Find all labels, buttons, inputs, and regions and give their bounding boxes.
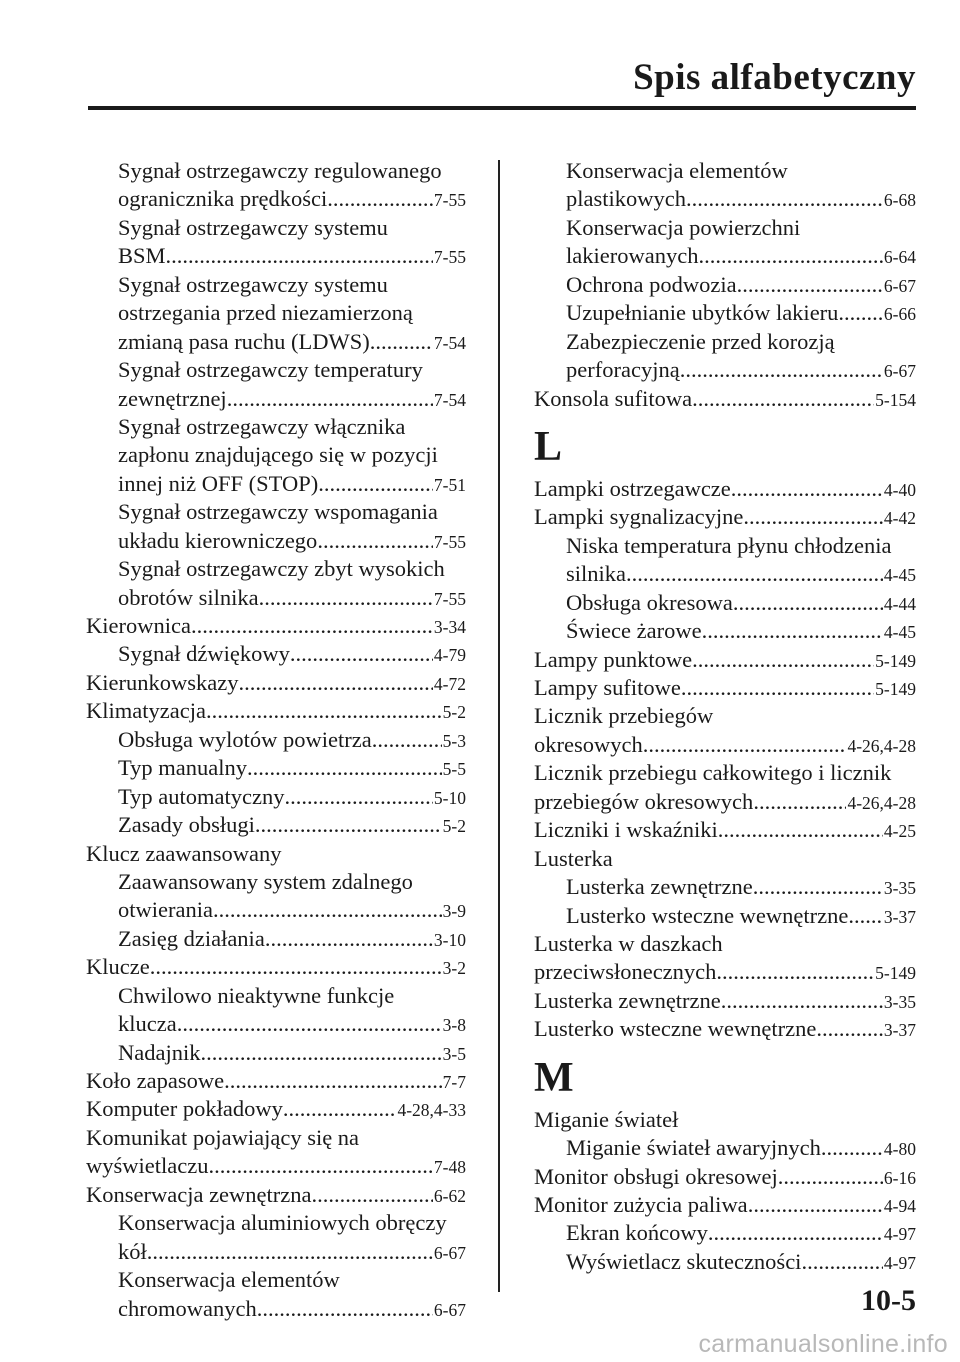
entry-text: otwierania [118, 897, 213, 923]
dot-leader [150, 953, 442, 981]
index-entry-text: Lusterka w daszkach [534, 930, 723, 956]
dot-leader [191, 612, 433, 640]
dot-leader [778, 1163, 883, 1191]
section-letter: L [534, 423, 563, 470]
index-entry [534, 646, 916, 674]
index-subentry [86, 811, 466, 839]
index-subentry-text: Sygnał ostrzegawczy wspomagania [118, 499, 438, 525]
index-entry [534, 731, 916, 759]
index-subentry-text: Zabezpieczenie przed korozją [566, 328, 835, 354]
page-reference: 3-35 [883, 991, 916, 1012]
entry-text: Kierunkowskazy [86, 669, 239, 695]
index-entry [534, 503, 916, 531]
dot-leader [247, 754, 442, 782]
index-subentry-text: Sygnał ostrzegawczy systemu [118, 214, 388, 240]
page-number: 10-5 [861, 1284, 916, 1317]
index-subentry-text: Konserwacja elementów [566, 158, 788, 183]
dot-leader [255, 811, 442, 839]
page-reference: 5-149 [875, 679, 916, 699]
page-reference: 3-35 [883, 878, 916, 899]
entry-text: kół [118, 1238, 147, 1264]
page-reference: 5-149 [875, 963, 916, 984]
page-reference: 6-67 [883, 361, 916, 382]
index-entry-text: Klucz zaawansowany [86, 840, 282, 866]
entry-text: Monitor obsługi okresowej [534, 1163, 778, 1189]
entry-text: Ochrona podwozia [566, 271, 737, 297]
dot-leader [200, 1039, 441, 1067]
entry-text: Typ manualny [118, 755, 248, 781]
entry-text: Świece żarowe [566, 618, 702, 644]
index-entry [534, 475, 916, 503]
dot-leader [731, 475, 883, 503]
index-subentry [534, 242, 916, 270]
index-entry-text: Komunikat pojawiający się na [86, 1124, 360, 1150]
entry-text: obrotów silnika [118, 584, 259, 610]
page-reference: 3-34 [433, 617, 466, 637]
entry-text: Lampy sufitowe [534, 675, 681, 700]
index-column-left [86, 157, 466, 1323]
entry-text: Koło zapasowe [86, 1068, 225, 1093]
dot-leader [698, 242, 882, 270]
page-reference: 3-10 [433, 929, 466, 950]
dot-leader [681, 674, 874, 702]
index-subentry-text: Sygnał ostrzegawczy temperatury [118, 357, 423, 383]
page-reference: 6-67 [883, 275, 916, 296]
dot-leader [716, 958, 874, 986]
page-reference: 4-80 [883, 1139, 916, 1160]
index-entry [86, 1095, 466, 1123]
index-entry-text: Licznik przebiegów [534, 703, 714, 729]
index-subentry-text: Sygnał ostrzegawczy systemu [118, 271, 388, 297]
entry-text: ogranicznika prędkości [118, 186, 328, 212]
entry-text: Lusterka zewnętrzne [566, 874, 753, 900]
index-subentry [86, 185, 466, 213]
entry-text: Uzupełnianie ubytków lakieru [566, 300, 839, 326]
page-reference: 4-97 [883, 1224, 916, 1245]
section-letter: M [534, 1054, 574, 1101]
index-entry [534, 1015, 916, 1043]
page-reference: 4-97 [883, 1252, 916, 1273]
index-entry [534, 1163, 916, 1191]
index-subentry-text: ostrzegania przed niezamierzoną [118, 300, 413, 326]
index-subentry [86, 1039, 466, 1067]
page-reference: 7-51 [433, 474, 466, 495]
page-reference: 3-8 [442, 1015, 466, 1036]
index-subentry [86, 726, 466, 754]
index-entry [534, 385, 916, 413]
header-rule [88, 106, 916, 110]
index-entry [86, 669, 466, 697]
page-reference: 4-45 [883, 622, 916, 643]
entry-text: wyświetlaczu [86, 1153, 209, 1179]
index-subentry [86, 470, 466, 498]
dot-leader [721, 987, 883, 1015]
index-entry [534, 958, 916, 986]
dot-leader [692, 385, 874, 413]
index-subentry [534, 902, 916, 930]
page-reference: 5-5 [442, 759, 466, 780]
index-entry-text: Miganie świateł [534, 1106, 679, 1132]
index-column-right [534, 157, 916, 1276]
page-reference: 4-44 [883, 593, 916, 614]
index-subentry [86, 896, 466, 924]
index-subentry [534, 271, 916, 299]
entry-text: Klucze [86, 954, 150, 980]
dot-leader [206, 697, 442, 725]
index-subentry-text: Zaawansowany system zdalnego [118, 868, 413, 894]
page-reference: 6-67 [433, 1299, 466, 1320]
page-reference: 4-26,4-28 [847, 792, 916, 813]
index-subentry-text: Niska temperatura płynu chłodzenia [566, 532, 892, 558]
index-entry [86, 953, 466, 981]
page-title: Spis alfabetyczny [633, 57, 916, 98]
dot-leader [686, 185, 883, 213]
entry-text: Lampy punktowe [534, 646, 693, 672]
column-divider [498, 160, 500, 1292]
dot-leader [838, 299, 883, 327]
index-subentry-text: zapłonu znajdującego się w pozycji [118, 442, 438, 468]
page-reference: 6-68 [883, 190, 916, 211]
entry-text: Obsługa okresowa [566, 589, 733, 615]
page-reference: 4-25 [883, 821, 916, 842]
dot-leader [733, 589, 883, 617]
index-subentry [534, 589, 916, 617]
dot-leader [821, 1134, 883, 1162]
index-entry [86, 697, 466, 725]
index-subentry [534, 299, 916, 327]
index-subentry-text: Konserwacja elementów [118, 1267, 340, 1293]
entry-text: Konsola sufitowa [534, 385, 693, 411]
entry-text: Komputer pokładowy [86, 1096, 283, 1122]
dot-leader [147, 1238, 433, 1266]
index-subentry [86, 754, 466, 782]
page-reference: 3-37 [883, 1020, 916, 1041]
page-reference: 4-79 [433, 645, 466, 666]
index-entry [86, 1152, 466, 1180]
index-entry-text: Licznik przebiegu całkowitego i licznik [534, 760, 892, 786]
page-reference: 4-45 [883, 565, 916, 586]
index-entry [534, 987, 916, 1015]
index-entry [534, 816, 916, 844]
index-subentry [86, 385, 466, 413]
index-subentry [534, 617, 916, 645]
dot-leader [718, 816, 883, 844]
index-subentry [534, 356, 916, 384]
dot-leader [372, 726, 442, 754]
page-reference: 7-54 [433, 389, 466, 410]
index-subentry [86, 925, 466, 953]
index-subentry [534, 1134, 916, 1162]
dot-leader [327, 185, 433, 213]
dot-leader [257, 1295, 433, 1323]
index-entry-text: Lusterka [534, 845, 613, 871]
dot-leader [283, 1095, 397, 1123]
page-reference: 5-10 [433, 787, 466, 808]
dot-leader [259, 584, 433, 612]
index-subentry [86, 1010, 466, 1038]
entry-text: silnika [566, 561, 626, 587]
dot-leader [680, 356, 883, 384]
index-subentry-text: Konserwacja aluminiowych obręczy [118, 1210, 447, 1236]
page-reference: 6-67 [433, 1242, 466, 1263]
page-reference: 7-54 [433, 332, 466, 353]
dot-leader [753, 873, 883, 901]
entry-text: Miganie świateł awaryjnych [566, 1135, 821, 1161]
entry-text: zmianą pasa ruchu (LDWS) [118, 328, 370, 354]
page-reference: 7-48 [433, 1157, 466, 1178]
dot-leader [743, 503, 883, 531]
index-entry [534, 1191, 916, 1219]
dot-leader [816, 1015, 883, 1043]
entry-text: BSM [118, 243, 166, 269]
page-reference: 4-28,4-33 [397, 1100, 466, 1121]
index-subentry [86, 1238, 466, 1266]
page-reference: 5-2 [442, 702, 466, 723]
page-reference: 6-66 [883, 304, 916, 325]
entry-text: innej niż OFF (STOP) [118, 470, 319, 496]
page-reference: 7-55 [433, 190, 466, 211]
dot-leader [848, 902, 883, 930]
dot-leader [213, 896, 442, 924]
dot-leader [224, 1067, 442, 1095]
page-reference: 5-3 [442, 730, 466, 751]
page-reference: 3-2 [442, 958, 466, 979]
index-subentry [86, 783, 466, 811]
page-reference: 4-26,4-28 [847, 735, 916, 756]
dot-leader [227, 385, 433, 413]
entry-text: okresowych [534, 731, 643, 757]
dot-leader [643, 731, 847, 759]
index-subentry [86, 640, 466, 668]
entry-text: plastikowych [566, 186, 686, 212]
index-subentry-text: Sygnał ostrzegawczy regulowanego [118, 158, 442, 183]
dot-leader [238, 669, 432, 697]
entry-text: Lusterka zewnętrzne [534, 987, 721, 1013]
entry-text: Lampki ostrzegawcze [534, 475, 731, 501]
page-reference: 4-94 [883, 1196, 916, 1216]
page-reference: 4-42 [883, 508, 916, 529]
page-reference: 6-64 [883, 247, 916, 268]
dot-leader [312, 1181, 433, 1209]
entry-text: Ekran końcowy [566, 1220, 708, 1246]
page-reference: 5-154 [875, 389, 916, 410]
dot-leader [692, 646, 874, 674]
entry-text: lakierowanych [566, 243, 699, 269]
entry-text: chromowanych [118, 1295, 257, 1321]
dot-leader [370, 328, 433, 356]
page-reference: 5-149 [875, 650, 916, 671]
entry-text: Obsługa wylotów powietrza [118, 726, 372, 752]
entry-text: Klimatyzacja [86, 698, 206, 724]
index-subentry [86, 1295, 466, 1323]
entry-text: Monitor zużycia paliwa [534, 1192, 748, 1217]
entry-text: Wyświetlacz skuteczności [566, 1248, 802, 1274]
dot-leader [265, 925, 433, 953]
dot-leader [208, 1152, 432, 1180]
index-entry [86, 1067, 466, 1095]
entry-text: klucza [118, 1011, 177, 1037]
page-reference: 6-62 [433, 1185, 466, 1206]
entry-text: Kierownica [86, 613, 191, 638]
entry-text: zewnętrznej [118, 385, 227, 411]
watermark: carmanualsonline.info [698, 1330, 948, 1358]
entry-text: Liczniki i wskaźniki [534, 817, 718, 843]
index-subentry-text: Chwilowo nieaktywne funkcje [118, 982, 395, 1008]
dot-leader [708, 1219, 883, 1247]
entry-text: Lusterko wsteczne wewnętrzne [534, 1016, 817, 1042]
entry-text: perforacyjną [566, 357, 680, 383]
dot-leader [702, 617, 883, 645]
page-reference: 5-2 [442, 816, 466, 837]
entry-text: Typ automatyczny [118, 783, 285, 809]
index-subentry [534, 560, 916, 588]
page-reference: 7-55 [433, 247, 466, 268]
page-reference: 6-16 [883, 1167, 916, 1188]
index-entry [534, 788, 916, 816]
entry-text: Lusterko wsteczne wewnętrzne [566, 902, 849, 928]
dot-leader [753, 788, 846, 816]
dot-leader [285, 783, 433, 811]
index-subentry [534, 873, 916, 901]
page-reference: 4-40 [883, 479, 916, 500]
index-subentry-text: Sygnał ostrzegawczy włącznika [118, 413, 406, 439]
index-subentry [534, 185, 916, 213]
index-subentry [86, 584, 466, 612]
page-reference: 4-72 [433, 673, 466, 694]
dot-leader [177, 1010, 442, 1038]
entry-text: przebiegów okresowych [534, 788, 754, 814]
page-reference: 3-5 [442, 1043, 466, 1064]
entry-text: układu kierowniczego [118, 527, 318, 553]
entry-text: przeciwsłonecznych [534, 959, 717, 985]
page-reference: 7-7 [442, 1072, 466, 1092]
index-subentry [86, 242, 466, 270]
page-reference: 3-37 [883, 906, 916, 927]
page-reference: 3-9 [442, 901, 466, 922]
index-entry [534, 674, 916, 702]
dot-leader [318, 470, 433, 498]
dot-leader [290, 640, 433, 668]
entry-text: Zasady obsługi [118, 812, 255, 838]
entry-text: Konserwacja zewnętrzna [86, 1181, 312, 1207]
entry-text: Zasięg działania [118, 925, 265, 951]
dot-leader [166, 242, 433, 270]
index-subentry [534, 1248, 916, 1276]
page-reference: 7-55 [433, 588, 466, 609]
page-reference: 7-55 [433, 531, 466, 552]
dot-leader [801, 1248, 882, 1276]
entry-text: Sygnał dźwiękowy [118, 641, 290, 667]
dot-leader [737, 271, 883, 299]
index-subentry [86, 328, 466, 356]
dot-leader [317, 527, 433, 555]
index-subentry [86, 527, 466, 555]
index-entry [86, 612, 466, 640]
dot-leader [626, 560, 883, 588]
entry-text: Lampki sygnalizacyjne [534, 504, 744, 530]
index-subentry [534, 1219, 916, 1247]
index-subentry-text: Konserwacja powierzchni [566, 214, 801, 240]
index-entry [86, 1181, 466, 1209]
index-subentry-text: Sygnał ostrzegawczy zbyt wysokich [118, 556, 445, 582]
dot-leader [748, 1191, 883, 1219]
entry-text: Nadajnik [118, 1039, 201, 1065]
